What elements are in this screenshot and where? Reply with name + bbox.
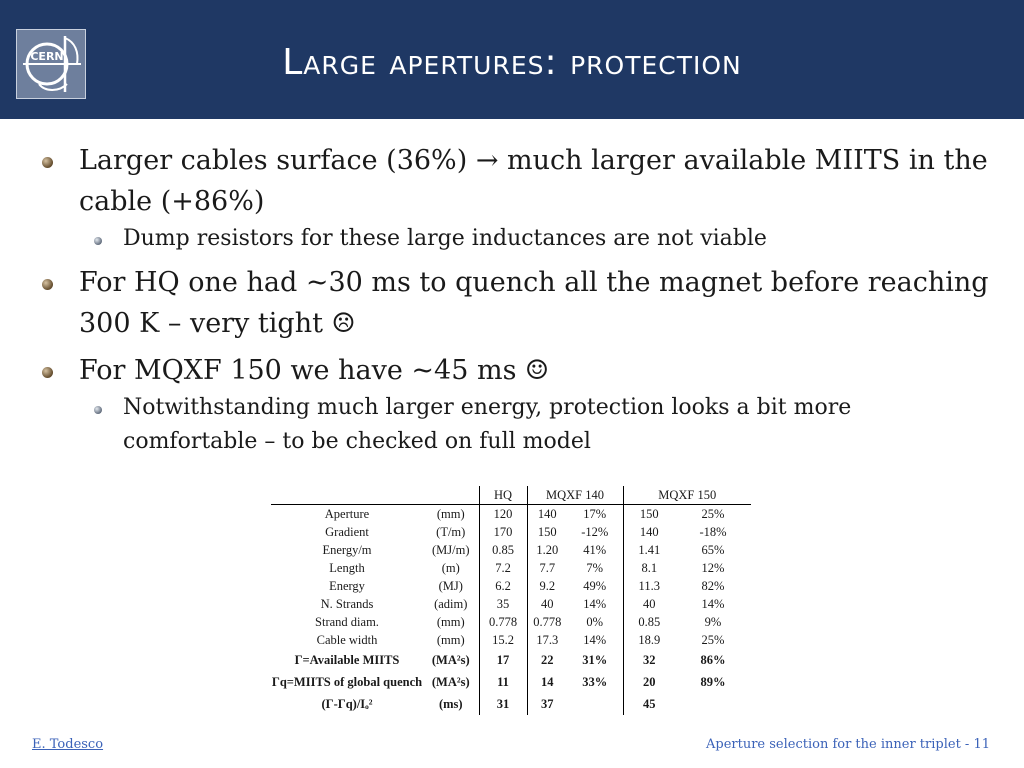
mqxf150-value: 20 [643, 674, 656, 689]
mqxf140-percent: 0% [567, 613, 623, 631]
bullet-icon [42, 367, 53, 378]
mqxf140-value: 0.778 [533, 614, 562, 629]
mqxf150-percent: 25% [701, 632, 725, 647]
mqxf150-percent: 65% [701, 542, 725, 557]
row-unit: (MJ/m) [423, 541, 479, 559]
mqxf150-value: 0.85 [638, 614, 661, 629]
row-label: Length [329, 560, 365, 575]
mqxf140-value: 1.20 [536, 542, 559, 557]
sub-bullet-icon [94, 237, 102, 245]
row-label: Cable width [316, 632, 378, 647]
row-unit: (mm) [423, 613, 479, 631]
mqxf150-value: 45 [643, 696, 656, 711]
table-row [271, 505, 751, 524]
bullet-text: For MQXF 150 we have ~45 ms ☺ [79, 355, 550, 386]
mqxf150-percent: 86% [700, 652, 726, 667]
row-label: (Γ-Γq)/Iₒ² [321, 696, 373, 711]
row-label: Energy [329, 578, 365, 593]
row-label: Γ=Available MIITS [294, 652, 400, 667]
bullet-list [40, 140, 990, 459]
row-unit: (T/m) [423, 523, 479, 541]
bullet-icon [42, 157, 53, 168]
bullet-text: For HQ one had ~30 ms to quench all the magnet before reaching 300 K – very tight ☹ [79, 267, 989, 339]
table-row [271, 577, 751, 595]
header-hq: HQ [479, 486, 527, 505]
bullet-item [40, 262, 990, 344]
mqxf140-value: 37 [541, 696, 554, 711]
row-label: Strand diam. [315, 614, 379, 629]
header-unit-cell [423, 486, 479, 505]
table-row [271, 595, 751, 613]
slide-title: Large apertures: protection [282, 42, 742, 83]
mqxf140-percent: 7% [567, 559, 623, 577]
svg-text:CERN: CERN [30, 50, 64, 63]
sub-bullet-text: Notwithstanding much larger energy, protection looks a bit more comfortable – to be checked on full model [123, 395, 852, 454]
row-unit: (m) [423, 559, 479, 577]
mqxf150-value: 8.1 [641, 560, 658, 575]
mqxf150-percent: 82% [701, 578, 725, 593]
row-unit: (ms) [423, 693, 479, 715]
table-row [271, 541, 751, 559]
hq-value: 31 [479, 693, 527, 715]
mqxf140-value: 7.7 [539, 560, 556, 575]
header-mqxf150: MQXF 150 [658, 487, 717, 502]
header-mqxf140: MQXF 140 [527, 486, 623, 505]
mqxf150-percent: 12% [701, 560, 725, 575]
mqxf140-percent: 49% [567, 577, 623, 595]
mqxf140-percent: 33% [567, 671, 623, 693]
hq-value: 17 [479, 649, 527, 671]
row-unit: (adim) [423, 595, 479, 613]
mqxf140-value: 17.3 [536, 632, 559, 647]
mqxf140-value: 14 [541, 674, 554, 689]
table-row-bold [271, 693, 751, 715]
hq-value: 170 [479, 523, 527, 541]
hq-value: 0.778 [479, 613, 527, 631]
mqxf150-percent [675, 693, 751, 715]
mqxf150-value: 1.41 [638, 542, 661, 557]
mqxf140-percent: -12% [567, 523, 623, 541]
hq-value: 35 [479, 595, 527, 613]
row-unit: (MA²s) [423, 649, 479, 671]
mqxf140-value: 9.2 [539, 578, 556, 593]
mqxf140-percent: 14% [567, 595, 623, 613]
hq-value: 15.2 [479, 631, 527, 649]
row-label: Energy/m [322, 542, 372, 557]
hq-value: 6.2 [479, 577, 527, 595]
sub-bullet-item [40, 391, 990, 459]
table-row [271, 559, 751, 577]
mqxf150-value: 11.3 [638, 578, 660, 593]
mqxf150-value: 150 [639, 506, 659, 521]
table-row [271, 631, 751, 649]
mqxf150-value: 32 [643, 652, 656, 667]
row-unit: (MA²s) [423, 671, 479, 693]
table-row [271, 613, 751, 631]
mqxf150-percent: 9% [704, 614, 722, 629]
hq-value: 11 [479, 671, 527, 693]
mqxf140-value: 22 [541, 652, 554, 667]
table-row-bold [271, 649, 751, 671]
mqxf140-value: 140 [537, 506, 557, 521]
mqxf140-value: 150 [537, 524, 557, 539]
mqxf140-percent: 41% [567, 541, 623, 559]
row-label: Aperture [324, 506, 370, 521]
sub-bullet-icon [94, 406, 102, 414]
mqxf140-percent [567, 693, 623, 715]
mqxf150-percent: 14% [701, 596, 725, 611]
bullet-item [40, 140, 990, 222]
row-unit: (MJ) [423, 577, 479, 595]
mqxf140-percent: 17% [567, 505, 623, 524]
mqxf150-value: 40 [643, 596, 656, 611]
row-label: Γq=MIITS of global quench [271, 674, 423, 689]
mqxf150-value: 140 [639, 524, 659, 539]
hq-value: 0.85 [479, 541, 527, 559]
header-bar [0, 0, 1024, 119]
row-unit: (mm) [423, 631, 479, 649]
hq-value: 7.2 [479, 559, 527, 577]
mqxf140-value: 40 [541, 596, 554, 611]
mqxf140-percent: 31% [567, 649, 623, 671]
mqxf150-percent: -18% [699, 524, 727, 539]
header-label-cell [271, 486, 423, 505]
mqxf150-value: 18.9 [638, 632, 661, 647]
sub-bullet-item [40, 222, 990, 256]
mqxf140-percent: 14% [567, 631, 623, 649]
table-row [271, 523, 751, 541]
mqxf150-percent: 89% [700, 674, 726, 689]
comparison-table [271, 486, 751, 715]
row-label: Gradient [325, 524, 369, 539]
bullet-text: Larger cables surface (36%) → much larger available MIITS in the cable (+86%) [79, 145, 988, 217]
bullet-item [40, 350, 990, 391]
row-unit: (mm) [423, 505, 479, 524]
row-label: N. Strands [320, 596, 374, 611]
bullet-icon [42, 279, 53, 290]
mqxf150-percent: 25% [701, 506, 725, 521]
author-link[interactable]: E. Todesco [32, 737, 104, 752]
hq-value: 120 [479, 505, 527, 524]
footer-caption: Aperture selection for the inner triplet - 11 [705, 737, 990, 752]
sub-bullet-text: Dump resistors for these large inductances are not viable [123, 226, 767, 251]
table-row-bold [271, 671, 751, 693]
table-header-row [271, 486, 751, 505]
